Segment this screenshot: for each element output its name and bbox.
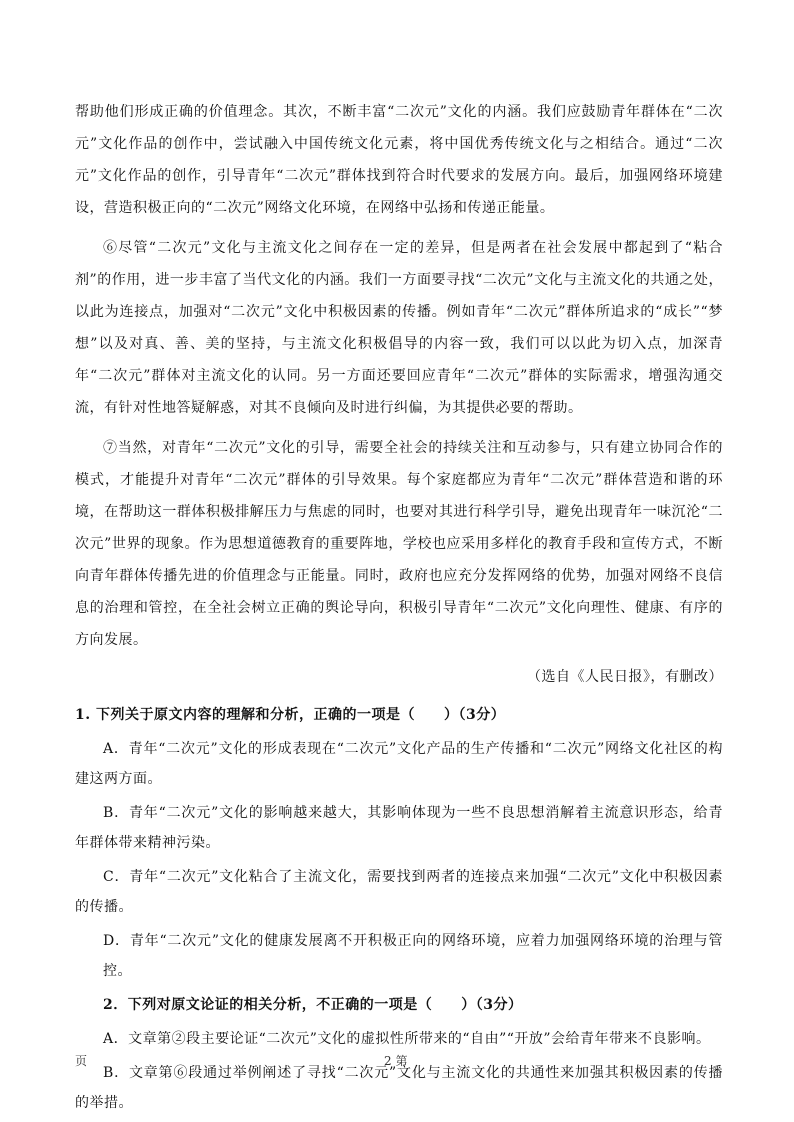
- footer-page-number: 2 第: [384, 1054, 408, 1068]
- footer-page-label: 页: [75, 1054, 88, 1068]
- question-1-stem: 1. 下列关于原文内容的理解和分析，正确的一项是（ ）（3分）: [75, 707, 506, 723]
- source-citation: （选自《人民日报》，有删改）: [527, 669, 723, 685]
- paragraph-6: ⑥尽管“二次元”文化与主流文化之间存在一定的差异，但是两者在社会发展中都起到了“粘合剂”的作用，进一步丰富了当代文化的内涵。我们一方面要寻找“二次元”文化与主流文化的共通之处，以此为连接点，加强对“二次元”文化中积极因素的传播。例如青年“二次元”群体所追求的“成长”“梦想”以及对真、善、美的坚持，与主流文化积极倡导的内容一致，我们可以以此为切入点，加深青年“二次元”群体对主流文化的认同。另一方面还要回应青年“二次元”群体的实际需求，增强沟通交流，有针对性地答疑解惑，对其不良倾向及时进行纠偏，为其提供必要的帮助。: [75, 240, 723, 416]
- question-1-option-d: D．青年“二次元”文化的健康发展离不开积极正向的网络环境，应着力加强网络环境的治理与管控。: [103, 933, 723, 979]
- question-1-option-b: B．青年“二次元”文化的影响越来越大，其影响体现为一些不良思想消解着主流意识形态，给青年群体带来精神污染。: [75, 805, 723, 851]
- paragraph-7: ⑦当然，对青年“二次元”文化的引导，需要全社会的持续关注和互动参与，只有建立协同合作的模式，才能提升对青年“二次元”群体的引导效果。每个家庭都应为青年“二次元”群体营造和谐的环境，在帮助这一群体积极排解压力与焦虑的同时，也要对其进行科学引导，避免出现青年一味沉沦“二次元”世界的现象。作为思想道德教育的重要阵地，学校也应采用多样化的教育手段和宣传方式，不断向青年群体传播先进的价值理念与正能量。同时，政府也应充分发挥网络的优势，加强对网络不良信息的治理和管控，在全社会树立正确的舆论导向，积极引导青年“二次元”文化向理性、健康、有序的方向发展。: [75, 440, 723, 648]
- question-1-option-c: C．青年“二次元”文化粘合了主流文化，需要找到两者的连接点来加强“二次元”文化中积极因素的传播。: [75, 869, 723, 915]
- question-2-option-b: B．文章第⑥段通过举例阐述了寻找“二次元”文化与主流文化的共通性来加强其积极因素的传播的举措。: [75, 1065, 723, 1111]
- question-2-option-a: A．文章第②段主要论证“二次元”文化的虚拟性所带来的“自由”“开放”会给青年带来不良影响。: [103, 1031, 711, 1047]
- question-1-option-a: A．青年“二次元”文化的形成表现在“二次元”文化产品的生产传播和“二次元”网络文化社区的构建这两方面。: [75, 741, 723, 787]
- document-body: [75, 96, 723, 1122]
- paragraph-continuation: 帮助他们形成正确的价值理念。其次，不断丰富“二次元”文化的内涵。我们应鼓励青年群体在“二次元”文化作品的创作中，尝试融入中国传统文化元素，将中国优秀传统文化与之相结合。通过“二次元”文化作品的创作，引导青年“二次元”群体找到符合时代要求的发展方向。最后，加强网络环境建设，营造积极正向的“二次元”网络文化环境，在网络中弘扬和传递正能量。: [75, 104, 723, 216]
- question-2-stem: 2．下列对原文论证的相关分析，不正确的一项是（ ）（3分）: [103, 997, 523, 1013]
